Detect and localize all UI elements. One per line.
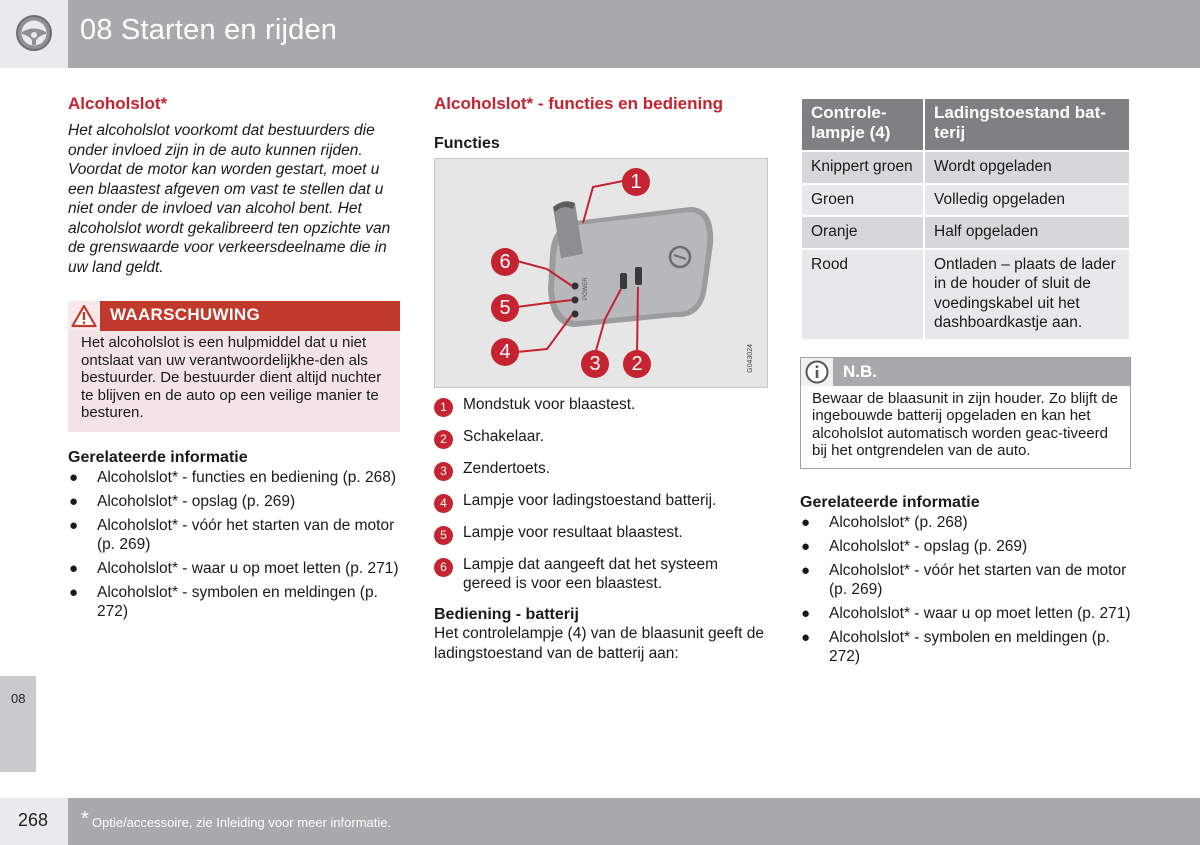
related-link[interactable]: ● Alcoholslot* - waar u op moet letten (p. 271) <box>69 559 399 577</box>
callout-3: 3 <box>581 350 609 378</box>
column-middle <box>434 94 768 663</box>
table-row <box>801 216 1130 249</box>
warning-triangle-icon <box>71 304 97 328</box>
table-header: Ladingstoestand bat-terij <box>924 98 1130 151</box>
breathalyzer-figure <box>434 158 768 388</box>
table-cell: Half opgeladen <box>924 216 1130 249</box>
related-link[interactable]: ● Alcoholslot* - waar u op moet letten (p. 271) <box>801 604 1131 622</box>
column-left <box>68 94 400 626</box>
footer-note-bar <box>68 798 1200 845</box>
table-cell: Ontladen – plaats de lader in de houder of sluit de voedingskabel uit het dashboardkastje aan. <box>924 249 1130 340</box>
related-link[interactable]: ● Alcoholslot* - opslag (p. 269) <box>69 492 296 510</box>
callout-4: 4 <box>491 338 519 366</box>
related-info-left <box>68 449 400 621</box>
chapter-title: 08 Starten en rijden <box>80 14 338 46</box>
functies-title: Functies <box>434 135 500 152</box>
column-right <box>800 97 1131 671</box>
number-badge: 1 <box>434 398 453 417</box>
intro-text: Het alcoholslot voorkomt dat bestuurders die onder invloed zijn in de auto kunnen rijden. Voordat de motor kan worden gestart, moet u een blaastest afgeven om vast te stellen dat u niet onder de invloed van alcohol bent. Het alcoholslot wordt gekalibreerd ten opzichte van de grenswaarde voor verkeersdeelname die in uw land geldt. <box>68 122 391 276</box>
callout-5: 5 <box>491 294 519 322</box>
warning-icon-box <box>68 301 100 331</box>
related-info-right <box>800 494 1131 666</box>
table-cell: Volledig opgeladen <box>924 184 1130 217</box>
note-header <box>801 358 1130 386</box>
callout-2: 2 <box>623 350 651 378</box>
warning-title: WAARSCHUWING <box>110 305 260 324</box>
component-item: 6 Lampje dat aangeeft dat het systeem gereed is voor een blaastest. <box>434 555 768 593</box>
bediening-title: Bediening - batterij <box>434 606 579 623</box>
component-item: 2 Schakelaar. <box>434 427 768 446</box>
table-row <box>801 151 1130 184</box>
page-number-box <box>0 798 68 845</box>
note-icon-box <box>801 358 833 386</box>
number-badge: 3 <box>434 462 453 481</box>
section-title: Alcoholslot* <box>68 94 168 113</box>
footer-note: Optie/accessoire, zie Inleiding voor meer informatie. <box>92 815 392 830</box>
table-cell: Oranje <box>801 216 924 249</box>
battery-status-table <box>800 97 1131 341</box>
table-cell: Groen <box>801 184 924 217</box>
related-link[interactable]: ● Alcoholslot* (p. 268) <box>801 513 968 531</box>
related-link[interactable]: ● Alcoholslot* - symbolen en meldingen (p. 272) <box>801 628 1110 665</box>
warning-header <box>68 301 400 331</box>
chapter-side-tab-label: 08 <box>11 691 26 706</box>
number-badge: 4 <box>434 494 453 513</box>
related-list <box>68 468 400 621</box>
table-cell: Knippert groen <box>801 151 924 184</box>
number-badge: 6 <box>434 558 453 577</box>
figure-code: G043024 <box>747 344 754 373</box>
warning-body: Het alcoholslot is een hulpmiddel dat u niet ontslaat van uw verantwoordelijkhe-den als bestuurder. De bestuurder dient altijd nuchter te blijven en de auto op een veilige manier te besturen. <box>81 334 382 421</box>
related-info-title: Gerelateerde informatie <box>68 448 248 466</box>
table-cell: Wordt opgeladen <box>924 151 1130 184</box>
note-box <box>800 357 1131 469</box>
page-footer <box>0 798 1200 845</box>
related-link[interactable]: ● Alcoholslot* - functies en bediening (p. 268) <box>69 468 396 486</box>
page-number: 268 <box>18 810 49 830</box>
component-item: 5 Lampje voor resultaat blaastest. <box>434 523 768 542</box>
related-info-title: Gerelateerde informatie <box>800 493 980 511</box>
related-list <box>800 513 1131 666</box>
component-item: 1 Mondstuk voor blaastest. <box>434 395 768 414</box>
callout-6: 6 <box>491 248 519 276</box>
chapter-icon-box <box>0 0 68 68</box>
table-header: Controle-lampje (4) <box>801 98 924 151</box>
related-link[interactable]: ● Alcoholslot* - vóór het starten van de motor (p. 269) <box>69 516 395 553</box>
warning-box <box>68 301 400 432</box>
component-item: 3 Zendertoets. <box>434 459 768 478</box>
svg-text:POWER: POWER <box>583 277 589 300</box>
component-list <box>434 395 768 593</box>
note-title: N.B. <box>843 361 877 381</box>
related-link[interactable]: ● Alcoholslot* - opslag (p. 269) <box>801 537 1028 555</box>
table-row <box>801 184 1130 217</box>
info-icon <box>804 360 830 384</box>
bediening-text: Het controlelampje (4) van de blaasunit geeft de ladingstoestand van de batterij aan: <box>434 625 765 662</box>
table-row <box>801 249 1130 340</box>
note-body: Bewaar de blaasunit in zijn houder. Zo blijft de ingebouwde batterij opgeladen en kan het alcoholslot automatisch worden geac-tiveerd bij het ontgrendelen van de auto. <box>812 389 1119 459</box>
table-cell: Rood <box>801 249 924 340</box>
asterisk-mark: * <box>81 808 89 830</box>
related-link[interactable]: ● Alcoholslot* - symbolen en meldingen (p. 272) <box>69 583 378 620</box>
steering-wheel-icon <box>14 13 54 53</box>
callout-1: 1 <box>622 168 650 196</box>
component-item: 4 Lampje voor ladingstoestand batterij. <box>434 491 768 510</box>
number-badge: 5 <box>434 526 453 545</box>
page-header <box>0 0 1200 68</box>
number-badge: 2 <box>434 430 453 449</box>
chapter-side-tab[interactable] <box>0 676 36 772</box>
related-link[interactable]: ● Alcoholslot* - vóór het starten van de motor (p. 269) <box>801 561 1127 598</box>
section-title: Alcoholslot* - functies en bediening <box>434 94 724 113</box>
